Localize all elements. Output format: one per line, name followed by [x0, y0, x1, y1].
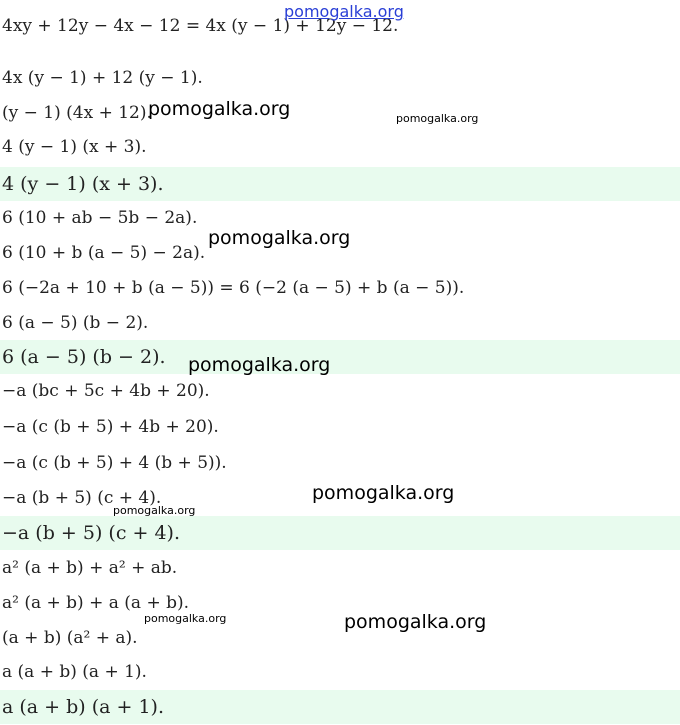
solution-line-11 — [0, 374, 680, 408]
solution-line-12 — [0, 410, 680, 444]
solution-line-16 — [0, 551, 680, 585]
line-text: 6 (10 + b (a − 5) − 2a). — [2, 243, 206, 263]
watermark-link[interactable]: pomogalka.org — [284, 2, 404, 21]
line-text: 6 (10 + ab − 5b − 2a). — [2, 208, 198, 228]
line-text: a² (a + b) + a (a + b). — [2, 593, 190, 613]
answer-text: 6 (a − 5) (b − 2). — [2, 346, 166, 368]
answer-line-1 — [0, 167, 680, 201]
line-text: 6 (−2a + 10 + b (a − 5)) = 6 (−2 (a − 5) + b (a − 5)). — [2, 278, 465, 298]
watermark: pomogalka.org — [148, 98, 291, 120]
answer-text: 4 (y − 1) (x + 3). — [2, 173, 164, 195]
solution-line-9 — [0, 306, 680, 340]
solution-line-13 — [0, 446, 680, 480]
answer-line-4 — [0, 690, 680, 724]
solution-line-19 — [0, 655, 680, 689]
watermark: pomogalka.org — [188, 354, 331, 376]
line-text: 4xy + 12y − 4x − 12 = 4x (y − 1) + 12y − 12. — [2, 16, 399, 36]
line-text: (a + b) (a² + a). — [2, 628, 138, 648]
solution-line-8 — [0, 271, 680, 305]
solution-line-4 — [0, 130, 680, 164]
line-text: (y − 1) (4x + 12). — [2, 103, 152, 123]
solution-line-17 — [0, 586, 680, 620]
line-text: −a (bc + 5c + 4b + 20). — [2, 381, 210, 401]
solution-line-2 — [0, 61, 680, 95]
watermark: pomogalka.org — [113, 504, 196, 517]
watermark: pomogalka.org — [396, 112, 479, 125]
watermark: pomogalka.org — [312, 482, 455, 504]
line-text: −a (c (b + 5) + 4 (b + 5)). — [2, 453, 227, 473]
line-text: a (a + b) (a + 1). — [2, 662, 147, 682]
watermark: pomogalka.org — [144, 612, 227, 625]
line-text: 6 (a − 5) (b − 2). — [2, 313, 149, 333]
watermark: pomogalka.org — [208, 227, 351, 249]
answer-text: a (a + b) (a + 1). — [2, 696, 165, 718]
answer-text: −a (b + 5) (c + 4). — [2, 522, 180, 544]
solution-line-18 — [0, 621, 680, 655]
watermark: pomogalka.org — [344, 611, 487, 633]
line-text: 4x (y − 1) + 12 (y − 1). — [2, 68, 203, 88]
answer-line-2 — [0, 340, 680, 374]
answer-line-3 — [0, 516, 680, 550]
line-text: −a (b + 5) (c + 4). — [2, 488, 162, 508]
line-text: 4 (y − 1) (x + 3). — [2, 137, 147, 157]
line-text: a² (a + b) + a² + ab. — [2, 558, 178, 578]
line-text: −a (c (b + 5) + 4b + 20). — [2, 417, 219, 437]
solution-line-3 — [0, 96, 680, 130]
